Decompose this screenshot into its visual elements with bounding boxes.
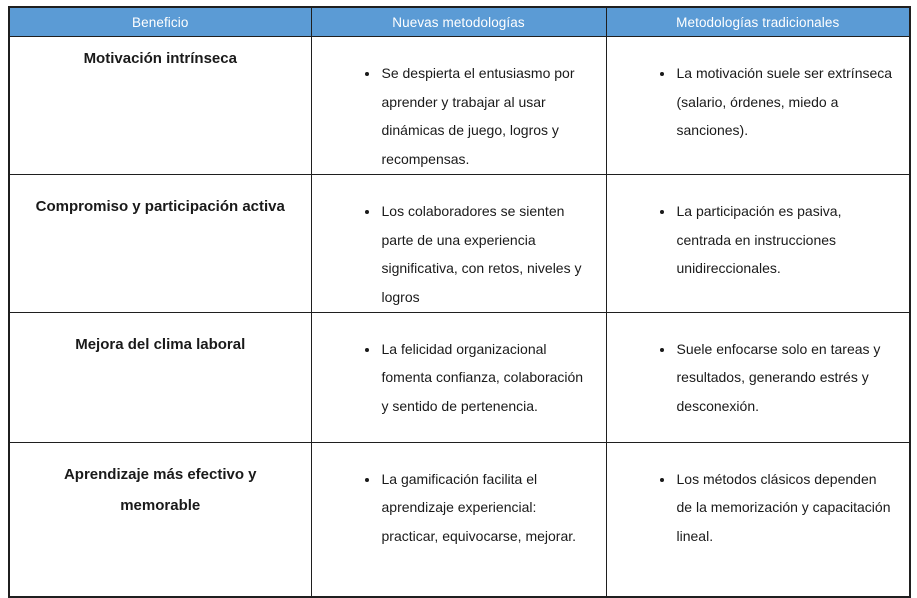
traditional-methods-cell — [606, 442, 910, 597]
bullet-item: • Se despierta el entusiasmo por aprender y trabajar al usar dinámicas de juego, logros y recompensas. — [380, 59, 590, 174]
table-row — [9, 175, 910, 313]
bullet-item: • Los colaboradores se sienten parte de una experiencia significativa, con retos, niveles y logros — [380, 197, 590, 312]
bullet-item: • La gamificación facilita el aprendizaje experiencial: practicar, equivocarse, mejorar. — [380, 465, 590, 551]
benefit-cell: Aprendizaje más efectivo y memorable — [9, 442, 311, 597]
column-header-beneficio: Beneficio — [9, 7, 311, 37]
bullet-item: • La motivación suele ser extrínseca (salario, órdenes, miedo a sanciones). — [675, 59, 894, 145]
traditional-methods-cell — [606, 175, 910, 313]
table-row — [9, 37, 910, 175]
table-row — [9, 442, 910, 597]
benefit-cell: Compromiso y participación activa — [9, 175, 311, 313]
new-methods-cell — [311, 175, 606, 313]
benefit-cell: Motivación intrínseca — [9, 37, 311, 175]
new-methods-cell — [311, 37, 606, 175]
bullet-item: • Suele enfocarse solo en tareas y resultados, generando estrés y desconexión. — [675, 335, 894, 421]
bullet-item: • La participación es pasiva, centrada en instrucciones unidireccionales. — [675, 197, 894, 283]
column-header-metodologias-tradicionales: Metodologías tradicionales — [606, 7, 910, 37]
new-methods-cell — [311, 442, 606, 597]
traditional-methods-cell — [606, 312, 910, 442]
new-methods-cell — [311, 312, 606, 442]
column-header-nuevas-metodologias: Nuevas metodologías — [311, 7, 606, 37]
header-row — [9, 7, 910, 37]
table-row — [9, 312, 910, 442]
traditional-methods-cell — [606, 37, 910, 175]
benefit-cell: Mejora del clima laboral — [9, 312, 311, 442]
bullet-item: • La felicidad organizacional fomenta confianza, colaboración y sentido de pertenencia. — [380, 335, 590, 421]
bullet-item: • Los métodos clásicos dependen de la memorización y capacitación lineal. — [675, 465, 894, 551]
comparison-table — [8, 6, 911, 598]
